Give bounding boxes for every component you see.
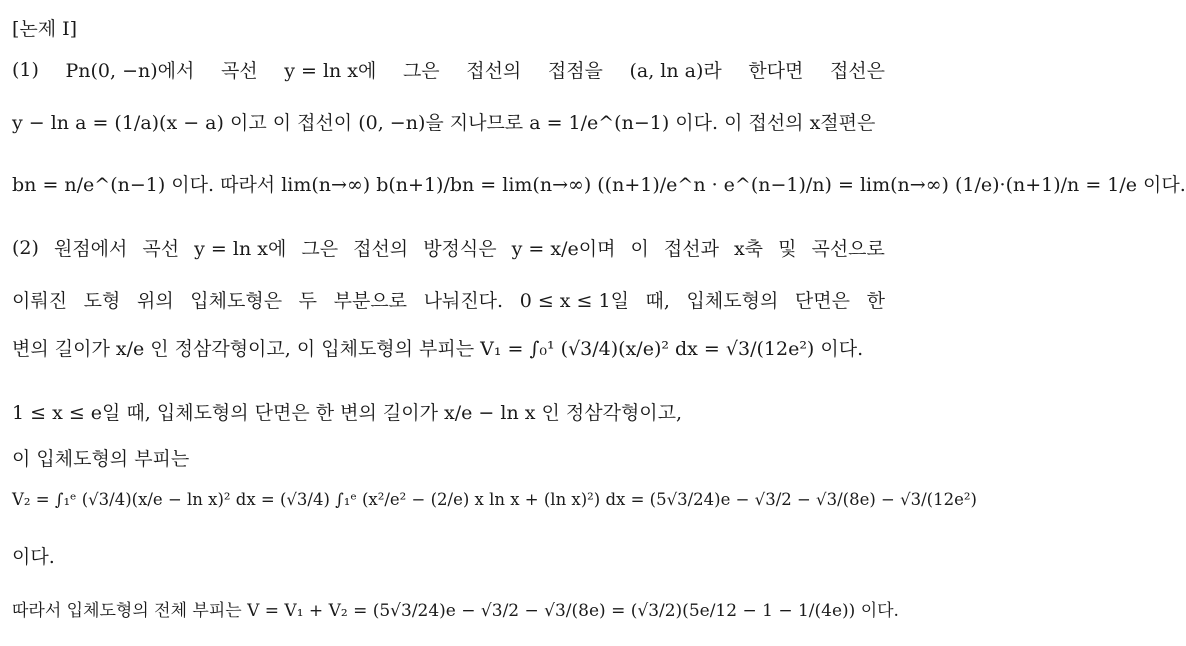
word: 도형 [83, 290, 121, 312]
word: 입체도형은 [190, 290, 283, 312]
part2-line6: V₂ = ∫₁ᵉ (√3/4)(x/e − ln x)² dx = (√3/4) ∫₁ᵉ (x²/e² − (2/e) x ln x + (ln x)²) dx = (5√3/24)e − √3/2 − √3/(8e) − √3/(12e²) [12, 490, 977, 509]
word: x축 [733, 238, 764, 260]
word: 그은 [402, 60, 440, 82]
word: 접점을 [547, 60, 603, 82]
part2-line8: 따라서 입체도형의 전체 부피는 V = V₁ + V₂ = (5√3/24)e − √3/2 − √3/(8e) = (√3/2)(5e/12 − 1 − 1/(4e)) 이다. [12, 601, 899, 621]
word: 이 [630, 238, 649, 260]
part2-line5: 이 입체도형의 부피는 [12, 448, 190, 470]
word: 및 [778, 238, 797, 260]
word: 접선과 [663, 238, 719, 260]
word: 접선은 [829, 60, 885, 82]
word: 곡선 [142, 238, 180, 260]
word: 곡선으로 [811, 238, 885, 260]
word: 위의 [136, 290, 174, 312]
word: 방정식은 [423, 238, 497, 260]
word: 두 [298, 290, 318, 312]
word: 입체도형의 [686, 290, 779, 312]
part2-line2 [12, 286, 885, 313]
part2-line3: 변의 길이가 x/e 인 정삼각형이고, 이 입체도형의 부피는 V₁ = ∫₀¹ (√3/4)(x/e)² dx = √3/(12e²) 이다. [12, 338, 864, 360]
word: y = ln x에 [194, 238, 287, 260]
section-header: [논제 I] [12, 18, 78, 40]
word: 접선의 [466, 60, 522, 82]
word: 이뤄진 [12, 290, 68, 312]
word: 단면은 [794, 290, 850, 312]
part1-line2: y − ln a = (1/a)(x − a) 이고 이 접선이 (0, −n)을 지나므로 a = 1/e^(n−1) 이다. 이 접선의 x절편은 [12, 112, 876, 134]
word: 나눠진다. [423, 290, 504, 312]
part1-line1 [12, 56, 885, 83]
word: 한다면 [748, 60, 804, 82]
word: 한 [866, 290, 885, 312]
word: 곡선 [220, 60, 258, 82]
word: (a, ln a)라 [629, 60, 722, 82]
word: 접선의 [353, 238, 409, 260]
word: y = x/e이며 [511, 238, 616, 260]
word: y = ln x에 [284, 60, 377, 82]
part1-line3: bn = n/e^(n−1) 이다. 따라서 lim(n→∞) b(n+1)/bn = lim(n→∞) ((n+1)/e^n · e^(n−1)/n) = lim(n→∞) (1/e)·(n+1)/n = 1/e 이다. [12, 174, 1186, 196]
word: Pn(0, −n)에서 [65, 60, 195, 82]
word: 때, [645, 290, 670, 312]
word: (2) [12, 236, 39, 259]
word: (1) [12, 58, 39, 81]
word: 0 ≤ x ≤ 1일 [519, 290, 629, 312]
part2-line4: 1 ≤ x ≤ e일 때, 입체도형의 단면은 한 변의 길이가 x/e − ln x 인 정삼각형이고, [12, 402, 683, 424]
part2-line7: 이다. [12, 546, 55, 568]
word: 부분으로 [333, 290, 408, 312]
part2-line1 [12, 234, 885, 261]
word: 원점에서 [53, 238, 128, 260]
word: 그은 [301, 238, 339, 260]
